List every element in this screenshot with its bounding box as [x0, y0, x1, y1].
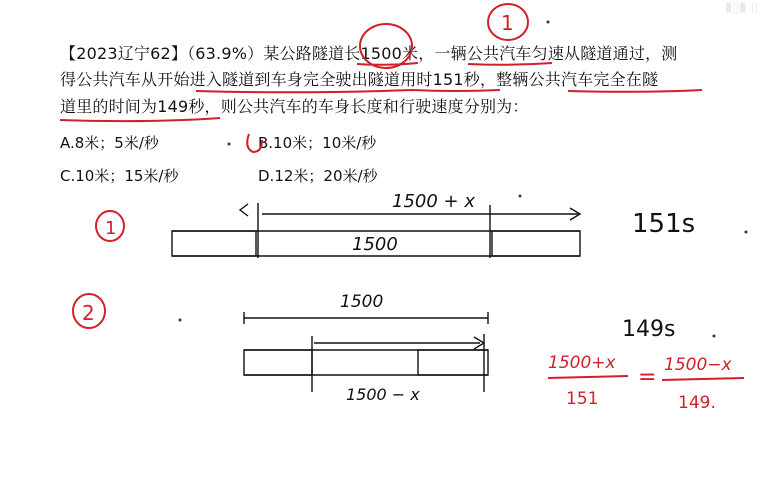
- diagram-case-2: [244, 312, 488, 392]
- circle-answer-b: [247, 134, 262, 152]
- pen-dots: [179, 21, 748, 338]
- option-d: D.12米；20米/秒: [258, 167, 378, 185]
- eq-left-bar: [548, 376, 628, 378]
- eq-right-numerator: 1500−x: [664, 355, 732, 375]
- bus-fully-inside-end: [418, 350, 488, 375]
- circle-1500-annotation: [360, 24, 412, 68]
- option-a: A.8米；5米/秒: [60, 134, 159, 152]
- red-underlines: [60, 63, 702, 121]
- bus-before-entry: [172, 231, 256, 256]
- case-1-digit: 1: [105, 218, 117, 239]
- option-c: C.10米；15米/秒: [60, 167, 179, 185]
- bus-fully-inside-start: [244, 350, 312, 375]
- underline-bus: [468, 63, 552, 65]
- bus-after-exit: [492, 231, 580, 256]
- eq-sign: =: [638, 365, 657, 390]
- note-1-digit: 1: [501, 11, 514, 35]
- case-1-distance: 1500 + x: [392, 191, 475, 212]
- eq-left-denominator: 151: [566, 389, 599, 409]
- equation: [548, 353, 744, 413]
- case-1-time: 151s: [632, 209, 696, 239]
- arrow-head-left: [240, 204, 248, 216]
- question-line-1: 【2023辽宁62】（63.9%）某公路隧道长1500米，一辆公共汽车匀速从隧道通过，测: [60, 44, 678, 63]
- case-2-time: 149s: [622, 317, 676, 342]
- case-2-tunnel-length: 1500: [340, 292, 384, 312]
- underline-1500m: [357, 63, 418, 65]
- eq-left-numerator: 1500+x: [548, 353, 616, 373]
- underline-149s: [60, 118, 220, 121]
- case-2-digit: 2: [82, 301, 95, 325]
- question-line-2: 得公共汽车从开始进入隧道到车身完全驶出隧道用时151秒，整辆公共汽车完全在隧: [60, 70, 659, 89]
- question-line-3: 道里的时间为149秒，则公共汽车的车身长度和行驶速度分别为：: [60, 97, 529, 116]
- case-2-distance: 1500 − x: [346, 385, 420, 404]
- case-1-tunnel-length: 1500: [352, 234, 398, 255]
- eq-right-denominator: 149.: [678, 393, 716, 413]
- underline-whole-bus: [568, 90, 702, 92]
- underline-enter-exit: [196, 90, 500, 92]
- eq-right-bar: [662, 378, 744, 380]
- option-b: B.10米；10米/秒: [258, 134, 377, 152]
- watermark-logo: ▮▯▮ ▯: [724, 0, 758, 15]
